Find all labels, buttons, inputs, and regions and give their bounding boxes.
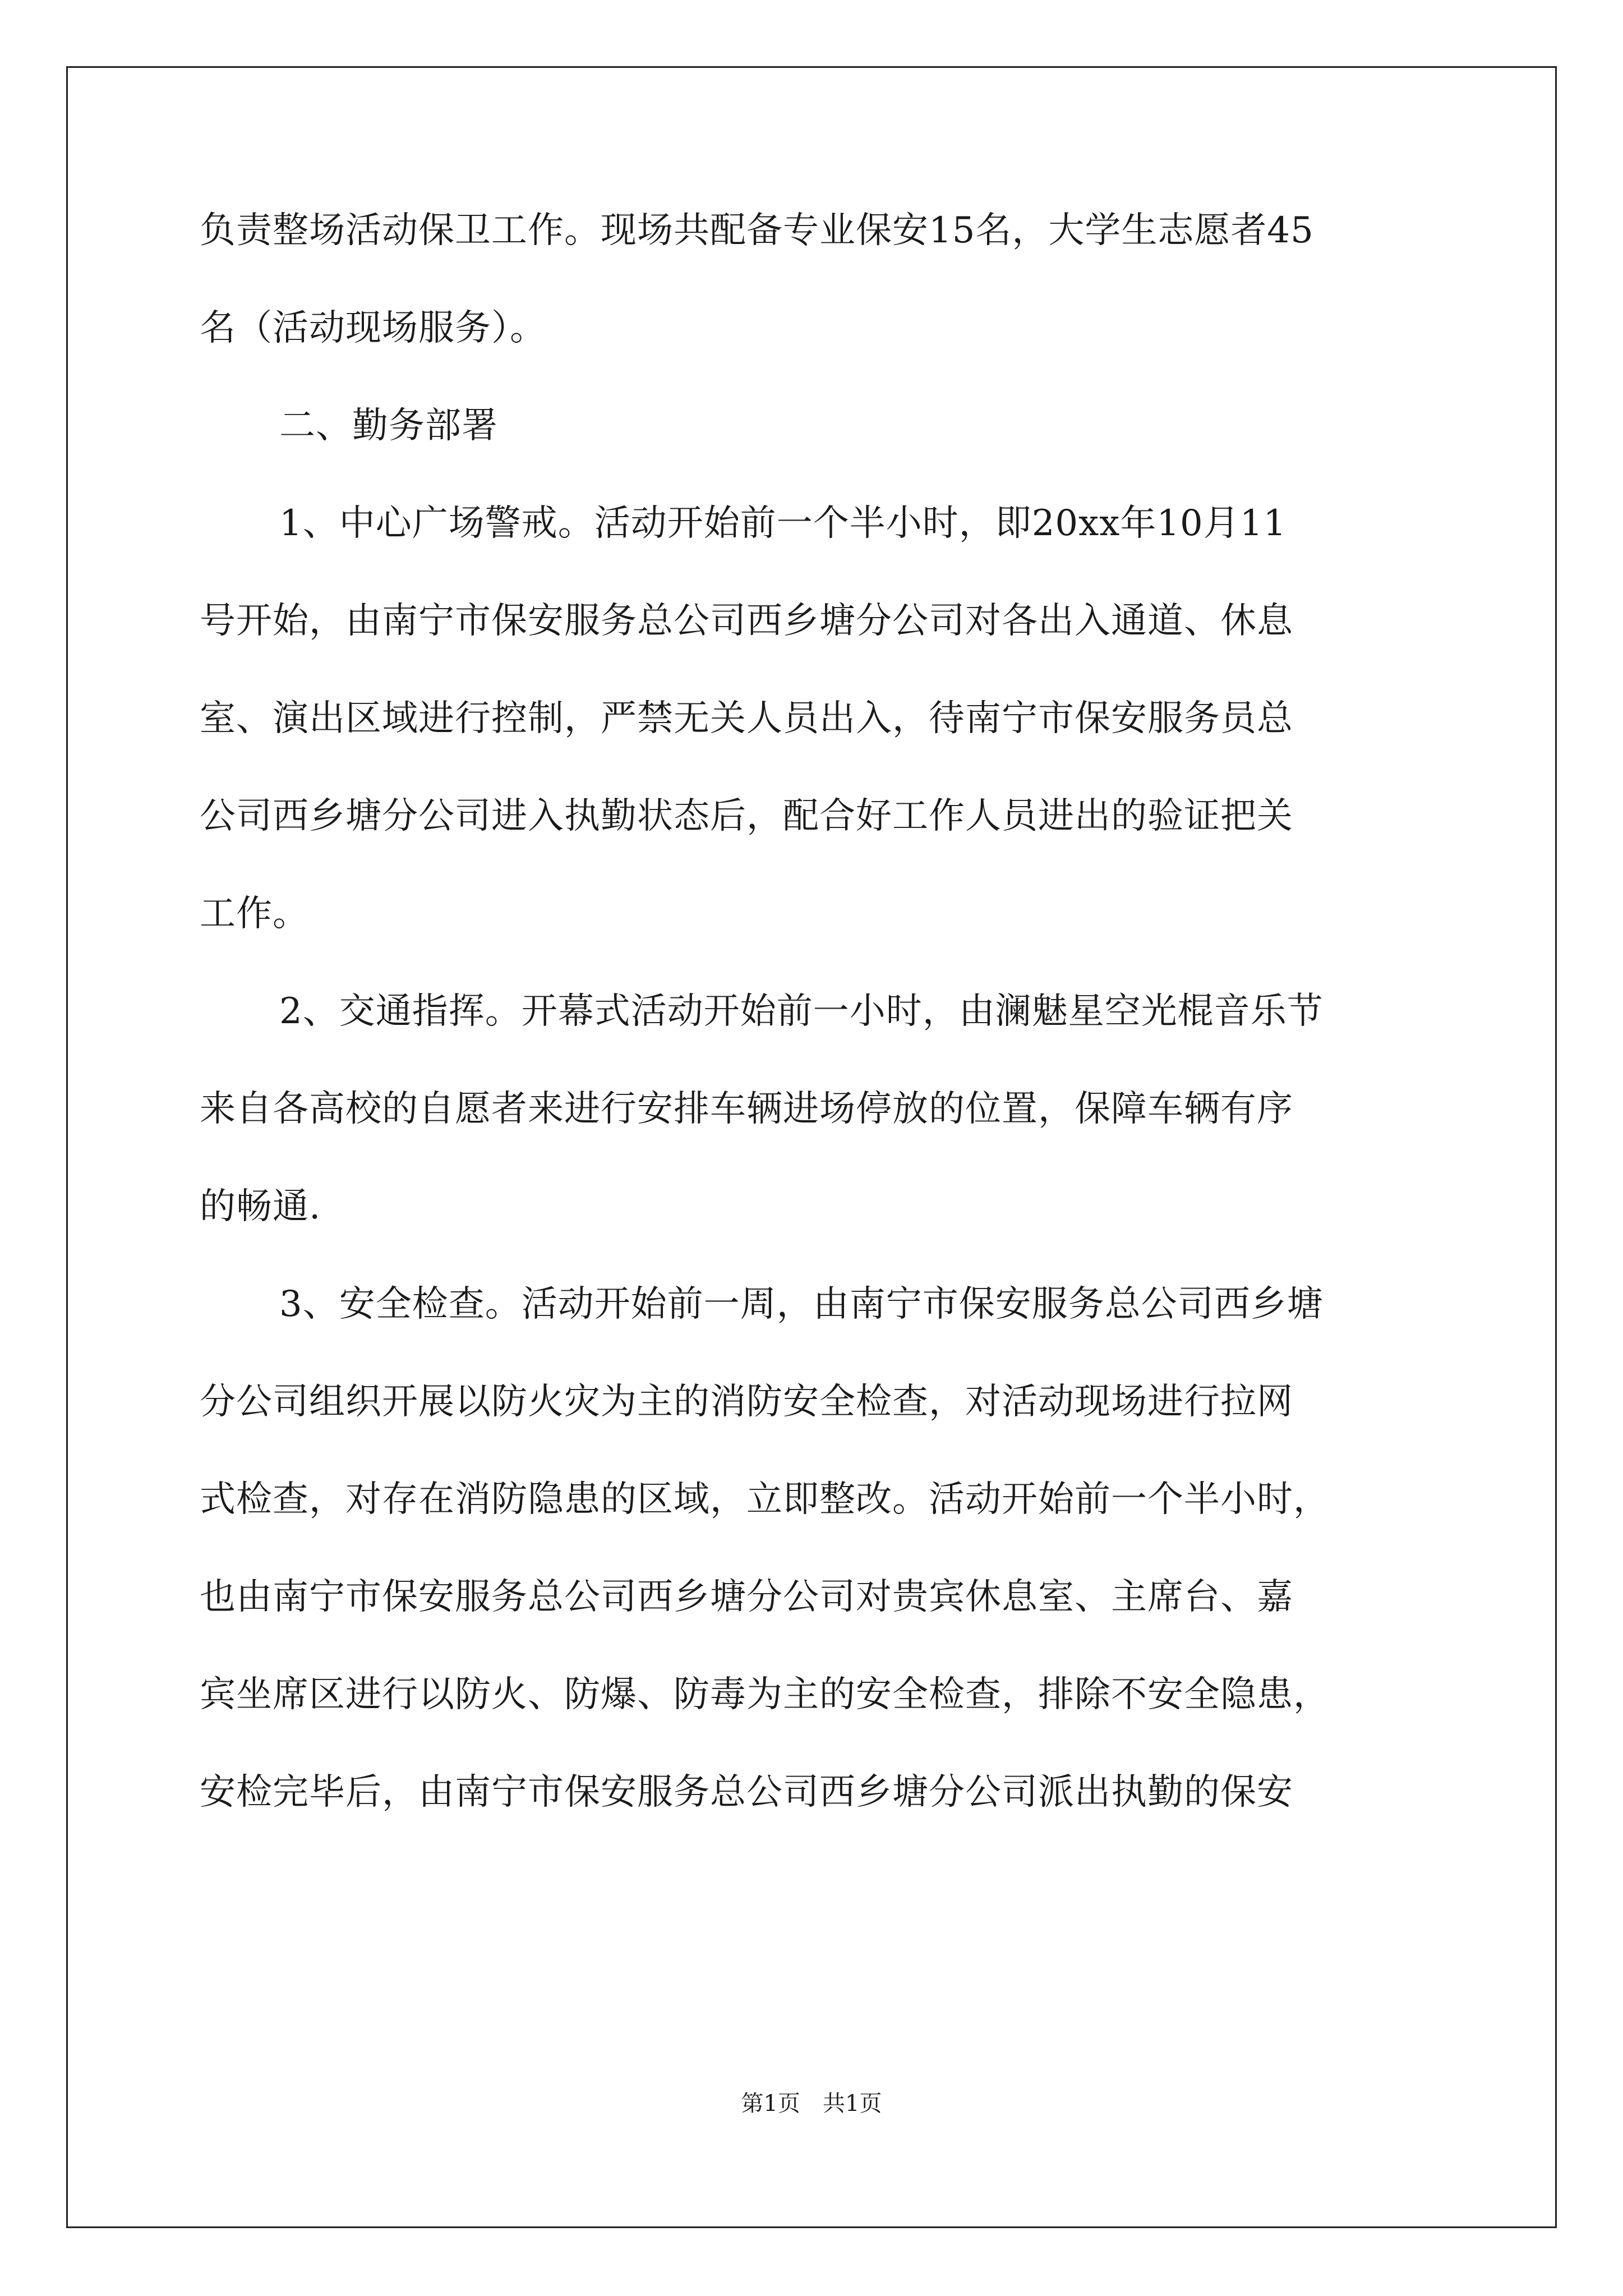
page-total: 共1页 bbox=[823, 2091, 882, 2116]
text-line: 来自各高校的自愿者来进行安排车辆进场停放的位置，保障车辆有序 bbox=[200, 1088, 1293, 1130]
text-line: 分公司组织开展以防火灾为主的消防安全检查，对活动现场进行拉网 bbox=[200, 1381, 1293, 1423]
text-line: 宾坐席区进行以防火、防爆、防毒为主的安全检查，排除不安全隐患， bbox=[200, 1674, 1330, 1715]
text-line: 1、中心广场警戒。活动开始前一个半小时，即20xx年10月11 bbox=[279, 503, 1287, 544]
text-line: 公司西乡塘分公司进入执勤状态后，配合好工作人员进出的验证把关 bbox=[200, 795, 1293, 837]
page-footer bbox=[0, 2090, 1623, 2117]
text-line: 负责整场活动保卫工作。现场共配备专业保安15名，大学生志愿者45 bbox=[200, 210, 1314, 251]
text-line: 3、安全检查。活动开始前一周，由南宁市保安服务总公司西乡塘 bbox=[279, 1283, 1324, 1325]
text-line: 2、交通指挥。开幕式活动开始前一小时，由澜魅星空光棍音乐节 bbox=[279, 991, 1324, 1032]
text-line: 号开始，由南宁市保安服务总公司西乡塘分公司对各出入通道、休息 bbox=[200, 600, 1293, 642]
text-line: 工作。 bbox=[200, 893, 309, 935]
section-heading: 二、勤务部署 bbox=[279, 405, 498, 447]
text-line: 式检查，对存在消防隐患的区域，立即整改。活动开始前一个半小时， bbox=[200, 1479, 1330, 1520]
text-line: 的畅通. bbox=[200, 1186, 321, 1227]
text-line: 也由南宁市保安服务总公司西乡塘分公司对贵宾休息室、主席台、嘉 bbox=[200, 1576, 1293, 1618]
text-line: 室、演出区域进行控制，严禁无关人员出入，待南宁市保安服务员总 bbox=[200, 698, 1293, 739]
text-line: 名（活动现场服务）。 bbox=[200, 307, 546, 349]
document-body bbox=[200, 210, 1428, 1870]
page-number: 第1页 bbox=[741, 2091, 800, 2116]
text-line: 安检完毕后，由南宁市保安服务总公司西乡塘分公司派出执勤的保安 bbox=[200, 1772, 1293, 1813]
